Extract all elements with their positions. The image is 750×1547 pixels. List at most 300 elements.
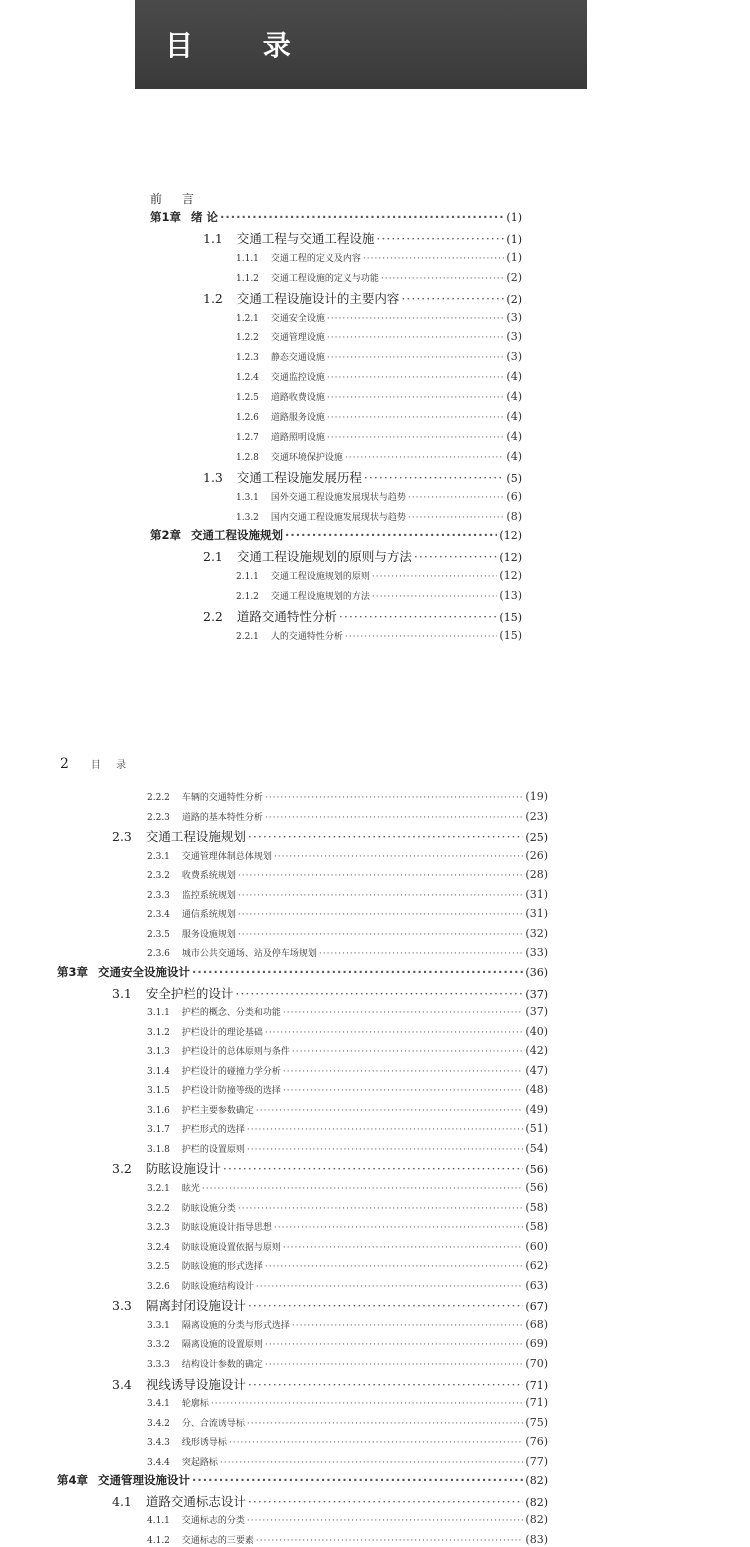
dot-leader bbox=[256, 1536, 523, 1547]
toc-entry[interactable] bbox=[147, 1259, 548, 1273]
toc-entry[interactable] bbox=[236, 311, 522, 325]
running-head-text: 目 录 bbox=[90, 760, 133, 771]
toc-entry-number: 3.4.1 bbox=[147, 1399, 170, 1410]
dot-leader bbox=[372, 592, 497, 603]
toc-entry-page: (12) bbox=[499, 569, 522, 583]
toc-entry-title: 防眩设施设置依据与原则 bbox=[181, 1242, 281, 1253]
toc-entry-title: 护栏形式的选择 bbox=[181, 1125, 245, 1136]
toc-entry-page: (51) bbox=[525, 1122, 548, 1136]
toc-entry[interactable] bbox=[203, 609, 522, 624]
toc-entry[interactable] bbox=[236, 510, 522, 524]
toc-entry-title: 城市公共交通场、站及停车场规划 bbox=[181, 949, 317, 960]
toc-entry-number: 2.3.6 bbox=[147, 949, 170, 960]
toc-entry-number: 3.2.6 bbox=[147, 1281, 170, 1292]
dot-leader bbox=[192, 966, 523, 980]
toc-entry-title: 交通标志的三要素 bbox=[181, 1535, 254, 1546]
toc-entry-page: (60) bbox=[525, 1239, 548, 1253]
header-banner bbox=[135, 0, 587, 89]
dot-leader bbox=[381, 274, 504, 285]
toc-entry[interactable] bbox=[147, 1083, 548, 1097]
toc-entry-number: 2.3.2 bbox=[147, 871, 170, 882]
toc-entry-title: 服务设施规划 bbox=[181, 929, 236, 940]
toc-entry-title: 交通管理设施设计 bbox=[98, 1474, 191, 1488]
toc-entry-number: 1.3.1 bbox=[236, 492, 259, 503]
toc-entry-title: 隔离封闭设施设计 bbox=[145, 1298, 246, 1314]
running-head bbox=[60, 756, 132, 772]
toc-entry[interactable] bbox=[147, 1240, 548, 1254]
toc-entry[interactable] bbox=[147, 810, 548, 824]
dot-leader bbox=[265, 793, 523, 804]
toc-entry-number: 1.2.6 bbox=[236, 413, 259, 423]
toc-entry-page: (28) bbox=[525, 868, 548, 882]
toc-entry-number: 3.3.3 bbox=[147, 1359, 170, 1370]
toc-entry-number: 1.2 bbox=[203, 290, 223, 306]
toc-entry[interactable] bbox=[147, 1513, 548, 1527]
dot-leader bbox=[238, 910, 523, 921]
toc-entry-page: (2) bbox=[506, 270, 522, 284]
dot-leader bbox=[223, 1161, 524, 1176]
toc-entry-number: 4.1.2 bbox=[147, 1535, 170, 1546]
dot-leader bbox=[265, 1262, 523, 1273]
dot-leader bbox=[238, 1204, 523, 1215]
toc-entry-number: 2.3.1 bbox=[147, 851, 170, 862]
toc-entry-title: 隔离设施的设置原则 bbox=[181, 1340, 263, 1351]
toc-entry-page: (75) bbox=[525, 1415, 548, 1429]
toc-entry[interactable] bbox=[147, 1396, 548, 1410]
dot-leader bbox=[202, 1184, 523, 1195]
toc-entry-page: (4) bbox=[506, 449, 522, 463]
toc-entry[interactable] bbox=[147, 790, 548, 804]
toc-entry-number: 3.1.4 bbox=[147, 1066, 170, 1077]
toc-entry[interactable] bbox=[57, 1474, 548, 1488]
toc-entry[interactable] bbox=[236, 569, 522, 583]
toc-entry[interactable] bbox=[150, 211, 522, 225]
toc-entry-title: 线形诱导标 bbox=[181, 1438, 227, 1449]
dot-leader bbox=[247, 1419, 523, 1430]
toc-entry-title: 护栏设计的理论基础 bbox=[181, 1027, 263, 1038]
toc-entry[interactable] bbox=[203, 231, 522, 246]
dot-leader bbox=[256, 1282, 523, 1293]
toc-entry-page: (37) bbox=[525, 1005, 548, 1019]
toc-entry[interactable] bbox=[147, 1435, 548, 1449]
toc-entry-page: (15) bbox=[499, 611, 522, 624]
toc-entry[interactable] bbox=[203, 549, 522, 564]
toc-entry[interactable] bbox=[147, 1064, 548, 1078]
dot-leader bbox=[339, 609, 498, 624]
toc-entry[interactable] bbox=[112, 1494, 548, 1509]
toc-entry-number: 第2章 bbox=[150, 529, 182, 543]
toc-entry-page: (32) bbox=[525, 926, 548, 940]
toc-entry-number: 1.1 bbox=[203, 230, 223, 246]
toc-entry-page: (3) bbox=[506, 310, 522, 324]
toc-entry-title: 道路交通标志设计 bbox=[145, 1493, 246, 1509]
toc-entry[interactable] bbox=[147, 1337, 548, 1351]
toc-entry-page: (69) bbox=[525, 1337, 548, 1351]
toc-entry-number: 1.2.7 bbox=[236, 432, 259, 443]
toc-entry[interactable] bbox=[147, 1533, 548, 1547]
toc-entry-page: (83) bbox=[525, 1532, 548, 1546]
toc-entry-page: (68) bbox=[525, 1317, 548, 1331]
toc-entry-number: 1.2.2 bbox=[236, 333, 259, 344]
dot-leader bbox=[211, 1399, 523, 1410]
toc-entry-title: 轮廓标 bbox=[181, 1399, 209, 1410]
toc-entry[interactable] bbox=[236, 330, 522, 344]
dot-leader bbox=[256, 1106, 523, 1117]
toc-entry-number: 1.3 bbox=[203, 469, 223, 485]
dot-leader bbox=[283, 1086, 523, 1097]
dot-leader bbox=[401, 291, 504, 306]
toc-entry[interactable] bbox=[147, 1005, 548, 1019]
toc-entry-page: (4) bbox=[506, 429, 522, 443]
dot-leader bbox=[327, 433, 504, 444]
dot-leader bbox=[285, 529, 497, 543]
toc-entry[interactable] bbox=[112, 1298, 548, 1313]
dot-leader bbox=[327, 413, 504, 424]
dot-leader bbox=[376, 231, 504, 246]
toc-entry-number: 1.2.3 bbox=[236, 353, 259, 364]
toc-entry[interactable] bbox=[147, 1181, 548, 1195]
toc-entry[interactable] bbox=[147, 1318, 548, 1332]
toc-entry-title: 道路照明设施 bbox=[270, 432, 325, 443]
dot-leader bbox=[248, 1494, 524, 1509]
toc-entry-number: 第4章 bbox=[57, 1474, 89, 1488]
toc-entry-title: 交通环境保护设施 bbox=[270, 452, 343, 463]
toc-entry-number: 2.3 bbox=[112, 829, 132, 845]
toc-entry[interactable] bbox=[203, 291, 522, 306]
toc-entry-title: 眩光 bbox=[181, 1184, 200, 1194]
toc-entry-number: 3.3 bbox=[112, 1298, 132, 1314]
toc-entry[interactable] bbox=[147, 1142, 548, 1156]
toc-entry-page: (49) bbox=[525, 1102, 548, 1116]
dot-leader bbox=[327, 373, 504, 384]
toc-entry-page: (82) bbox=[525, 1495, 548, 1509]
toc-entry[interactable] bbox=[147, 1416, 548, 1430]
toc-entry-number: 3.2.3 bbox=[147, 1223, 170, 1234]
toc-entry[interactable] bbox=[236, 350, 522, 364]
toc-entry-number: 1.3.2 bbox=[236, 512, 259, 523]
toc-entry[interactable] bbox=[236, 490, 522, 504]
toc-entry-number: 第1章 bbox=[150, 211, 182, 224]
toc-entry-page: (33) bbox=[525, 946, 548, 960]
toc-entry[interactable] bbox=[147, 1220, 548, 1234]
toc-entry-page: (25) bbox=[525, 831, 548, 845]
toc-entry-title: 交通监控设施 bbox=[270, 373, 325, 384]
toc-entry-page: (47) bbox=[525, 1063, 548, 1077]
toc-entry-number: 1.2.1 bbox=[236, 313, 259, 324]
toc-entry-page: (15) bbox=[499, 628, 522, 642]
dot-leader bbox=[238, 871, 523, 882]
dot-leader bbox=[364, 470, 505, 485]
toc-entry-page: (37) bbox=[525, 987, 548, 1001]
toc-entry-page: (31) bbox=[525, 887, 548, 901]
toc-entry-number: 3.2.5 bbox=[147, 1262, 170, 1273]
toc-entry-page: (3) bbox=[506, 350, 522, 364]
toc-entry-title: 交通工程与交通工程设施 bbox=[236, 230, 375, 246]
dot-leader bbox=[283, 1008, 523, 1019]
toc-entry-page: (31) bbox=[525, 907, 548, 921]
toc-entry-number: 2.1.1 bbox=[236, 572, 259, 583]
toc-entry-page: (5) bbox=[506, 471, 522, 485]
toc-entry-title: 国外交通工程设施发展现状与趋势 bbox=[270, 492, 406, 503]
toc-entry-number: 3.2.1 bbox=[147, 1184, 170, 1194]
toc-entry-title: 突起路标 bbox=[181, 1457, 218, 1468]
toc-entry-title: 防眩设施结构设计 bbox=[181, 1281, 254, 1292]
toc-entry-number: 3.1.3 bbox=[147, 1047, 170, 1058]
toc-entry-title: 交通管理设施 bbox=[270, 333, 325, 344]
toc-entry-number: 4.1.1 bbox=[147, 1516, 170, 1527]
toc-entry-number: 3.2.4 bbox=[147, 1242, 170, 1253]
toc-entry-title: 通信系统规划 bbox=[181, 910, 236, 921]
toc-entry[interactable] bbox=[236, 410, 522, 424]
toc-entry-title: 交通工程设施规划 bbox=[145, 829, 246, 845]
toc-preface[interactable]: 前 言 bbox=[150, 192, 202, 206]
toc-entry-title: 道路交通特性分析 bbox=[236, 609, 337, 624]
dot-leader bbox=[247, 1125, 523, 1136]
toc-entry-number: 3.4.2 bbox=[147, 1418, 170, 1429]
toc-entry-title: 交通管理体制总体规划 bbox=[181, 851, 272, 862]
toc-entry-title: 安全护栏的设计 bbox=[145, 985, 234, 1001]
toc-entry-title: 交通工程设施规划的原则 bbox=[270, 572, 370, 583]
toc-entry-title: 交通工程设施的定义与功能 bbox=[270, 273, 379, 284]
toc-entry-title: 护栏设计的总体原则与条件 bbox=[181, 1047, 290, 1058]
dot-leader bbox=[292, 1321, 523, 1332]
dot-leader bbox=[220, 1458, 523, 1469]
dot-leader bbox=[327, 333, 504, 344]
toc-entry-number: 2.2.2 bbox=[147, 793, 170, 803]
toc-entry[interactable] bbox=[236, 629, 522, 643]
toc-entry-title: 人的交通特性分析 bbox=[270, 631, 343, 642]
toc-entry-number: 2.3.5 bbox=[147, 929, 170, 940]
toc-entry-title: 交通安全设施 bbox=[270, 313, 325, 324]
toc-entry-number: 3.1.7 bbox=[147, 1125, 170, 1136]
dot-leader bbox=[265, 813, 523, 824]
toc-entry-number: 3.1.1 bbox=[147, 1008, 170, 1019]
page-title: 目 录 bbox=[165, 29, 321, 62]
toc-entry[interactable] bbox=[236, 271, 522, 285]
toc-entry[interactable] bbox=[57, 966, 548, 980]
toc-entry-title: 监控系统规划 bbox=[181, 890, 236, 901]
toc-entry[interactable] bbox=[147, 1103, 548, 1117]
toc-entry-title: 防眩设施设计 bbox=[145, 1161, 221, 1177]
toc-entry-number: 2.3.3 bbox=[147, 890, 170, 901]
toc-entry-title: 交通工程设施设计的主要内容 bbox=[236, 290, 400, 306]
toc-entry-number: 3.1.2 bbox=[147, 1027, 170, 1038]
toc-entry-title: 护栏主要参数确定 bbox=[181, 1105, 254, 1116]
toc-entry[interactable] bbox=[147, 868, 548, 882]
toc-entry-page: (63) bbox=[525, 1278, 548, 1292]
toc-entry-number: 1.1.1 bbox=[236, 253, 259, 264]
toc-entry[interactable] bbox=[147, 1279, 548, 1293]
toc-entry-number: 3.1 bbox=[112, 985, 132, 1001]
toc-entry-page: (56) bbox=[525, 1163, 548, 1177]
toc-entry-title: 防眩设施设计指导思想 bbox=[181, 1223, 272, 1234]
toc-entry-title: 分、合流诱导标 bbox=[181, 1418, 245, 1429]
toc-entry-page: (42) bbox=[525, 1044, 548, 1058]
toc-entry[interactable] bbox=[147, 888, 548, 902]
toc-entry-page: (54) bbox=[525, 1141, 548, 1155]
toc-entry[interactable] bbox=[147, 907, 548, 921]
toc-entry-page: (48) bbox=[525, 1083, 548, 1097]
toc-entry-title: 交通工程设施发展历程 bbox=[236, 469, 362, 485]
dot-leader bbox=[247, 1516, 523, 1527]
dot-leader bbox=[274, 1223, 523, 1234]
toc-entry-page: (6) bbox=[506, 489, 522, 503]
toc-entry-page: (12) bbox=[499, 529, 522, 543]
toc-entry-page: (62) bbox=[525, 1259, 548, 1273]
toc-entry-page: (19) bbox=[525, 790, 548, 803]
dot-leader bbox=[265, 1028, 523, 1039]
toc-entry[interactable] bbox=[147, 927, 548, 941]
dot-leader bbox=[192, 1474, 523, 1488]
toc-entry-title: 车辆的交通特性分析 bbox=[181, 793, 263, 803]
toc-entry-title: 交通工程设施规划的方法 bbox=[270, 592, 370, 603]
toc-entry-page: (77) bbox=[525, 1454, 548, 1468]
toc-entry[interactable] bbox=[147, 1201, 548, 1215]
toc-entry-title: 交通工程的定义及内容 bbox=[270, 253, 361, 264]
toc-entry[interactable] bbox=[236, 430, 522, 444]
toc-entry-number: 2.2.1 bbox=[236, 631, 259, 642]
toc-entry[interactable] bbox=[203, 470, 522, 485]
toc-entry-page: (23) bbox=[525, 809, 548, 823]
dot-leader bbox=[319, 949, 523, 960]
toc-entry[interactable] bbox=[236, 251, 522, 265]
toc-entry[interactable] bbox=[236, 370, 522, 384]
toc-entry-page: (71) bbox=[525, 1396, 548, 1410]
dot-leader bbox=[247, 1145, 523, 1156]
dot-leader bbox=[238, 930, 523, 941]
toc-entry-number: 3.1.6 bbox=[147, 1105, 170, 1116]
toc-entry-title: 收费系统规划 bbox=[181, 871, 236, 882]
toc-entry[interactable] bbox=[147, 1455, 548, 1469]
toc-entry-page: (26) bbox=[525, 848, 548, 862]
dot-leader bbox=[372, 572, 497, 583]
toc-entry-number: 2.3.4 bbox=[147, 910, 170, 921]
dot-leader bbox=[327, 353, 504, 364]
toc-entry[interactable] bbox=[147, 1025, 548, 1039]
toc-entry[interactable] bbox=[112, 986, 548, 1001]
toc-entry-title: 绪 论 bbox=[191, 211, 219, 224]
dot-leader bbox=[327, 314, 504, 325]
dot-leader bbox=[283, 1067, 523, 1078]
toc-entry-page: (4) bbox=[506, 410, 522, 423]
toc-entry-number: 2.2.3 bbox=[147, 812, 170, 823]
toc-entry-number: 1.2.8 bbox=[236, 452, 259, 463]
dot-leader bbox=[292, 1047, 523, 1058]
toc-entry-page: (12) bbox=[499, 551, 522, 565]
toc-entry-page: (36) bbox=[525, 965, 548, 979]
dot-leader bbox=[345, 632, 497, 643]
toc-entry[interactable] bbox=[147, 1357, 548, 1371]
dot-leader bbox=[248, 1298, 524, 1313]
toc-entry-number: 1.2.4 bbox=[236, 373, 259, 384]
toc-entry-page: (40) bbox=[525, 1024, 548, 1038]
toc-entry-page: (76) bbox=[525, 1435, 548, 1449]
toc-entry-title: 护栏的设置原则 bbox=[181, 1144, 245, 1155]
toc-entry-page: (82) bbox=[525, 1513, 548, 1527]
toc-entry[interactable] bbox=[236, 450, 522, 464]
toc-entry-page: (82) bbox=[525, 1474, 548, 1488]
toc-entry-title: 国内交通工程设施发展现状与趋势 bbox=[270, 512, 406, 523]
toc-entry-number: 3.4.4 bbox=[147, 1457, 170, 1468]
dot-leader bbox=[345, 453, 504, 464]
toc-entry-title: 防眩设施分类 bbox=[181, 1203, 236, 1214]
toc-entry-page: (3) bbox=[506, 330, 522, 344]
toc-entry-number: 2.1 bbox=[203, 549, 223, 565]
toc-entry-number: 3.3.1 bbox=[147, 1320, 170, 1331]
toc-entry-page: (70) bbox=[525, 1356, 548, 1370]
toc-entry-page: (58) bbox=[525, 1200, 548, 1214]
toc-entry-title: 交通安全设施设计 bbox=[98, 965, 191, 979]
toc-entry-title: 视线诱导设施设计 bbox=[145, 1376, 246, 1392]
toc-entry-page: (8) bbox=[506, 509, 522, 523]
toc-entry-page: (1) bbox=[506, 211, 522, 224]
toc-entry-title: 护栏设计的碰撞力学分析 bbox=[181, 1066, 281, 1077]
toc-entry-page: (71) bbox=[525, 1378, 548, 1392]
toc-entry-page: (13) bbox=[499, 589, 522, 603]
dot-leader bbox=[265, 1340, 523, 1351]
toc-entry-title: 防眩设施的形式选择 bbox=[181, 1262, 263, 1273]
toc-entry-number: 2.1.2 bbox=[236, 592, 259, 603]
toc-entry-title: 道路的基本特性分析 bbox=[181, 812, 263, 823]
running-page-number: 2 bbox=[60, 756, 69, 772]
toc-entry-page: (4) bbox=[506, 390, 522, 404]
toc-entry-number: 3.4.3 bbox=[147, 1438, 170, 1449]
toc-entry-page: (58) bbox=[525, 1220, 548, 1234]
toc-entry-title: 护栏的概念、分类和功能 bbox=[181, 1008, 281, 1019]
toc-entry-number: 2.2 bbox=[203, 609, 223, 624]
dot-leader bbox=[408, 493, 504, 504]
toc-entry[interactable] bbox=[112, 829, 548, 844]
toc-entry[interactable] bbox=[236, 589, 522, 603]
toc-entry[interactable] bbox=[147, 1122, 548, 1136]
toc-entry[interactable] bbox=[112, 1161, 548, 1176]
toc-entry-number: 3.4 bbox=[112, 1376, 132, 1392]
dot-leader bbox=[229, 1438, 523, 1449]
dot-leader bbox=[274, 852, 523, 863]
dot-leader bbox=[248, 829, 524, 844]
toc-entry-number: 3.2 bbox=[112, 1161, 132, 1177]
toc-entry-number: 1.1.2 bbox=[236, 273, 259, 284]
toc-entry-page: (4) bbox=[506, 370, 522, 384]
dot-leader bbox=[220, 211, 504, 225]
toc-entry-page: (2) bbox=[506, 292, 522, 306]
dot-leader bbox=[363, 254, 504, 265]
toc-entry-title: 护栏设计防撞等级的选择 bbox=[181, 1086, 281, 1097]
toc-entry[interactable] bbox=[150, 529, 522, 543]
toc-entry-number: 3.1.8 bbox=[147, 1144, 170, 1155]
toc-entry[interactable] bbox=[147, 849, 548, 863]
toc-entry-title: 交通工程设施规划 bbox=[191, 529, 284, 543]
dot-leader bbox=[248, 1377, 524, 1392]
dot-leader bbox=[408, 513, 504, 524]
toc-entry-number: 3.2.2 bbox=[147, 1203, 170, 1214]
toc-entry-title: 道路服务设施 bbox=[270, 413, 325, 423]
toc-entry-title: 交通工程设施规划的原则与方法 bbox=[236, 549, 412, 565]
dot-leader bbox=[238, 891, 523, 902]
toc-entry[interactable] bbox=[147, 1044, 548, 1058]
toc-entry-title: 结构设计参数的确定 bbox=[181, 1359, 263, 1370]
toc-entry-page: (1) bbox=[506, 232, 522, 246]
toc-entry[interactable] bbox=[236, 390, 522, 404]
toc-entry-title: 隔离设施的分类与形式选择 bbox=[181, 1320, 290, 1331]
toc-entry[interactable] bbox=[112, 1377, 548, 1392]
dot-leader bbox=[327, 393, 504, 404]
toc-entry-number: 第3章 bbox=[57, 965, 89, 979]
toc-entry[interactable] bbox=[147, 946, 548, 960]
dot-leader bbox=[235, 986, 523, 1001]
dot-leader bbox=[265, 1360, 523, 1371]
toc-entry-number: 1.2.5 bbox=[236, 393, 259, 404]
